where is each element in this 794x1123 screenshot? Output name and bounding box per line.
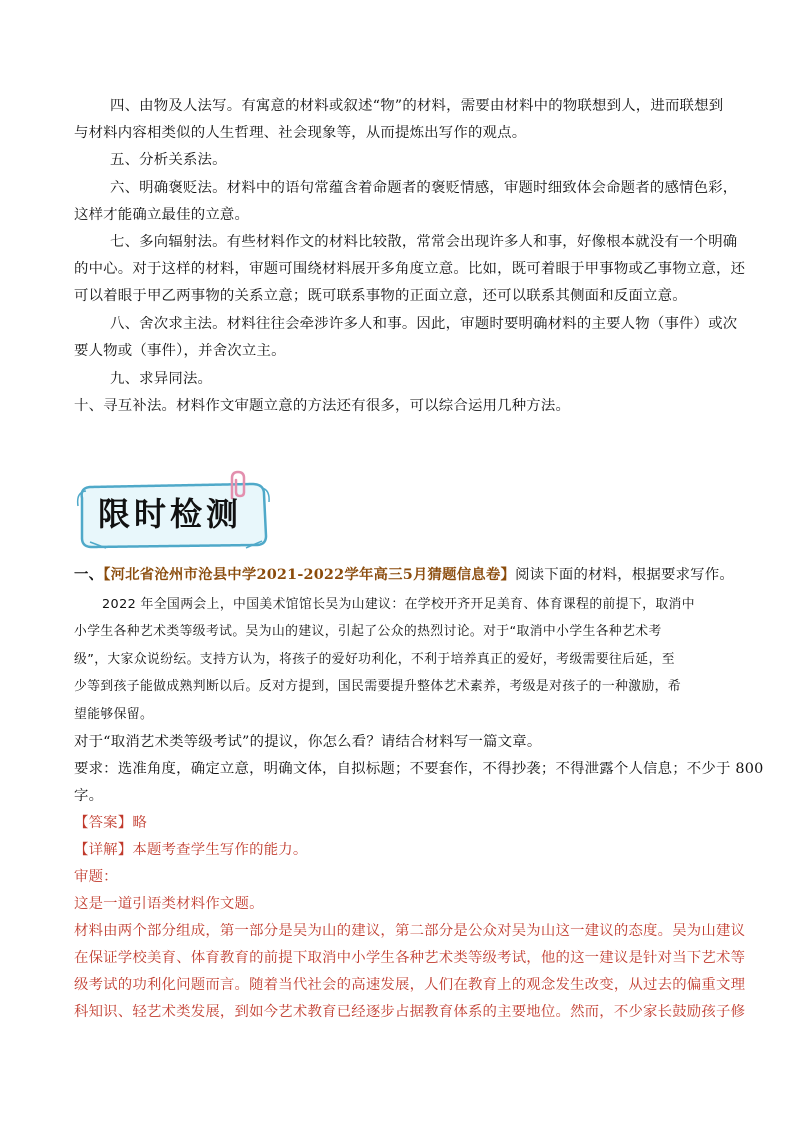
material-line-5: 望能够保留。 [74,707,154,722]
answer-text: 略 [132,815,147,831]
method-10: 十、寻互补法。材料作文审题立意的方法还有很多，可以综合运用几种方法。 [74,398,571,414]
method-9: 九、求异同法。 [110,371,213,387]
method-7-line-1: 七、多向辐射法。有些材料作文的材料比较散，常常会出现许多人和事，好像根本就没有一个明确 [110,234,738,250]
section-title: 限时检测 [98,495,243,533]
section-banner [76,478,272,552]
detail-line [74,840,307,860]
method-8-line-2: 要人物或（事件），并舍次立主。 [74,343,286,359]
question-number: 一、 [74,566,104,583]
detail-text: 本题考查学生写作的能力。 [132,842,308,858]
requirements-line-2: 字。 [74,788,104,804]
answer-label: 【答案】 [74,815,133,831]
question-type-line: 这是一道引语类材料作文题。 [74,896,264,912]
analysis-line-1: 材料由两个部分组成，第一部分是吴为山的建议，第二部分是公众对吴为山这一建议的态度。吴为山建议 [74,923,746,939]
method-6-line-2: 这样才能确立最佳的立意。 [74,207,250,223]
method-7-line-2: 的中心。对于这样的材料，审题可围绕材料展开多角度立意。比如，既可着眼于甲事物或乙事物立意，还 [74,261,746,277]
material-line-3: 级”，大家众说纷纭。支持方认为，将孩子的爱好功利化，不利于培养真正的爱好，考级需要往后延，至 [74,652,675,667]
material-line-1: 2022 年全国两会上，中国美术馆馆长吴为山建议：在学校开齐开足美育、体育课程的前提下，取消中 [102,597,695,612]
requirements-line-1: 要求：选准角度，确定立意，明确文体，自拟标题；不要套作，不得抄袭；不得泄露个人信息；不少于 800 [74,761,764,777]
question-instruction: 阅读下面的材料，根据要求写作。 [515,567,734,583]
answer-line [74,813,147,833]
shenti-label: 审题： [74,869,118,885]
method-4-line-1: 四、由物及人法写。有寓意的材料或叙述“物”的材料，需要由材料中的物联想到人，进而联想到 [110,98,724,114]
method-8-line-1: 八、舍次求主法。材料往往会牵涉许多人和事。因此，审题时要明确材料的主要人物（事件）或次 [110,316,738,332]
detail-label: 【详解】 [74,842,133,858]
question-prompt: 对于“取消艺术类等级考试”的提议，你怎么看？请结合材料写一篇文章。 [74,734,542,750]
analysis-line-4: 科知识、轻艺术类发展，到如今艺术教育已经逐步占据教育体系的主要地位。然而，不少家长鼓励孩子修 [74,1004,746,1020]
method-6-line-1: 六、明确褒贬法。材料中的语句常蕴含着命题者的褒贬情感，审题时细致体会命题者的感情色彩， [110,180,738,196]
question-heading [74,565,734,585]
material-line-2: 小学生各种艺术类等级考试。吴为山的建议，引起了公众的热烈讨论。对于“取消中小学生各种艺术考 [74,624,662,639]
method-5: 五、分析关系法。 [110,152,227,168]
analysis-line-3: 级考试的功利化问题而言。随着当代社会的高速发展，人们在教育上的观念发生改变，从过去的偏重文理 [74,977,746,993]
method-7-line-3: 可以着眼于甲乙两事物的关系立意；既可联系事物的正面立意，还可以联系其侧面和反面立意。 [74,288,687,304]
material-line-4: 少等到孩子能做成熟判断以后。反对方提到，国民需要提升整体艺术素养，考级是对孩子的一种激励，希 [74,679,682,694]
analysis-line-2: 在保证学校美育、体育教育的前提下取消中小学生各种艺术类等级考试，他的这一建议是针对当下艺术等 [74,950,746,966]
method-4-line-2: 与材料内容相类似的人生哲理、社会现象等，从而提炼出写作的观点。 [74,125,527,141]
question-source: 【河北省沧州市沧县中学2021-2022学年高三5月猜题信息卷】 [103,566,516,583]
